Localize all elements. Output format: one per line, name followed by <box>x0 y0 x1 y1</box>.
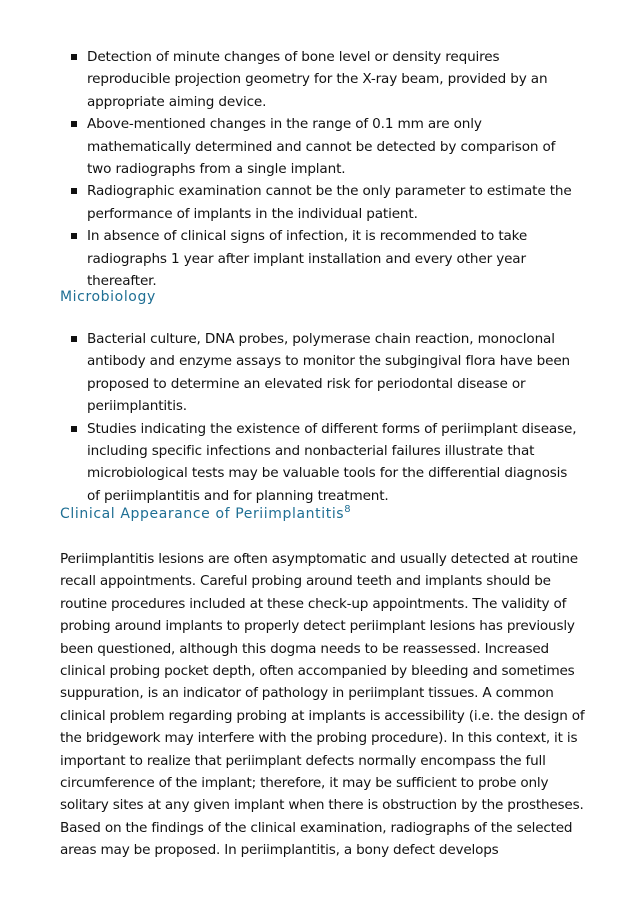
list-item-text: Studies indicating the existence of different forms of periimplant disease, including specific infections and nonbacterial failures illustrate that microbiological tests may be valuable tools for the differential diagnosis of periimplantitis and for planning treatment. <box>87 420 577 504</box>
heading-text: Clinical Appearance of Periimplantitis <box>60 506 345 522</box>
list-item <box>60 225 582 292</box>
footnote-reference: 8 <box>344 504 351 515</box>
square-bullet-icon <box>71 121 77 127</box>
microbiology-bullet-list <box>60 328 582 507</box>
list-item-text: In absence of clinical signs of infection, it is recommended to take radiographs 1 year after implant installation and every other year thereafter. <box>87 228 528 290</box>
square-bullet-icon <box>71 426 77 432</box>
list-item-text: Above-mentioned changes in the range of 0.1 mm are only mathematically determined and cannot be detected by comparison of two radiographs from a single implant. <box>87 116 556 178</box>
list-item-text: Radiographic examination cannot be the only parameter to estimate the performance of implants in the individual patient. <box>87 183 572 222</box>
list-item-text: Bacterial culture, DNA probes, polymerase chain reaction, monoclonal antibody and enzyme assays to monitor the subgingival flora have been proposed to determine an elevated risk for periodontal disease or periimplantitis. <box>87 331 570 415</box>
list-item <box>60 46 582 113</box>
square-bullet-icon <box>71 336 77 342</box>
radiography-bullet-list <box>60 46 582 292</box>
list-item-text: Detection of minute changes of bone level or density requires reproducible projection geometry for the X-ray beam, provided by an appropriate aiming device. <box>87 49 548 110</box>
section-heading-microbiology: Microbiology <box>60 289 156 305</box>
list-item <box>60 113 582 180</box>
section-heading-clinical-appearance <box>60 506 351 522</box>
body-paragraph: Periimplantitis lesions are often asymptomatic and usually detected at routine recall appointments. Careful probing around teeth and implants should be routine procedures included at these check-up appointments. The validity of probing around implants to properly detect periimplant lesions has previously been questioned, although this dogma needs to be reassessed. Increased clinical probing pocket depth, often accompanied by bleeding and sometimes suppuration, is an indicator of pathology in periimplant tissues. A common clinical problem regarding probing at implants is accessibility (i.e. the design of the bridgework may interfere with the probing procedure). In this context, it is important to realize that periimplant defects normally encompass the full circumference of the implant; therefore, it may be sufficient to probe only solitary sites at any given implant when there is obstruction by the prostheses. Based on the findings of the clinical examination, radiographs of the selected areas may be proposed. In periimplantitis, a bony defect develops <box>60 551 585 859</box>
square-bullet-icon <box>71 233 77 239</box>
list-item <box>60 328 582 418</box>
list-item <box>60 418 582 508</box>
square-bullet-icon <box>71 54 77 60</box>
list-item <box>60 180 582 225</box>
square-bullet-icon <box>71 188 77 194</box>
